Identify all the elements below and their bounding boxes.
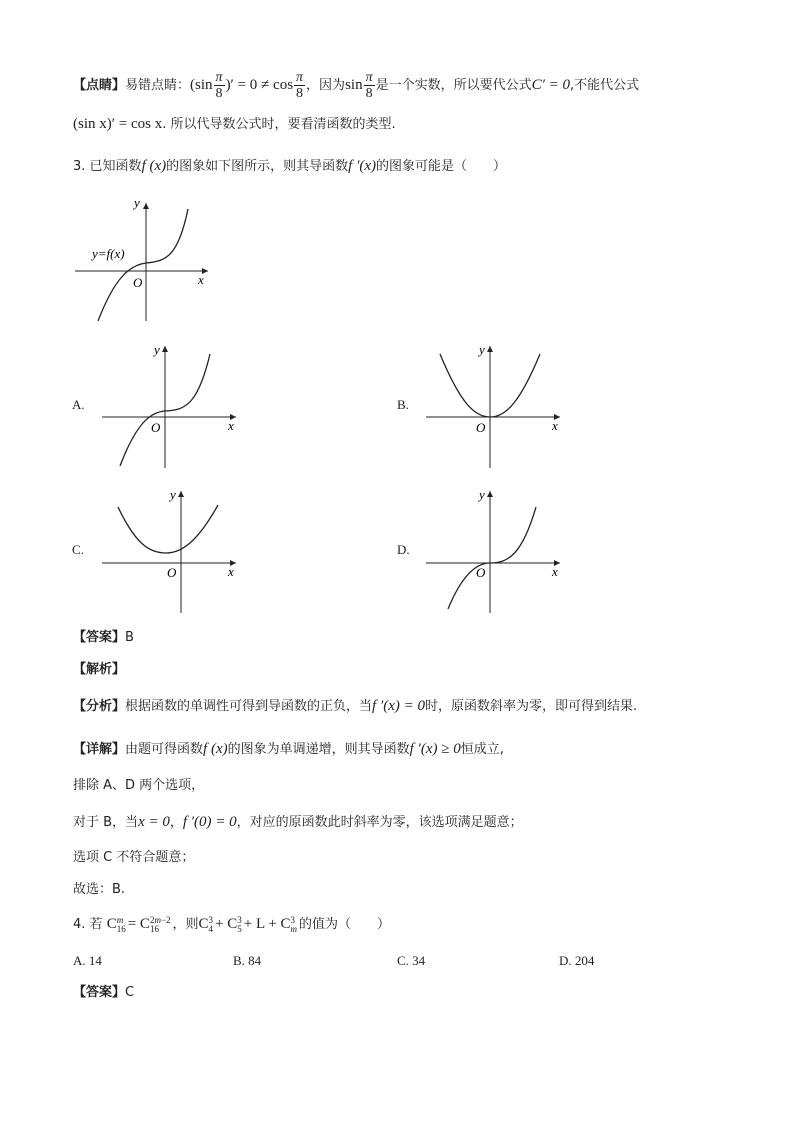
cubic-curve — [98, 209, 188, 321]
main-function-graph — [70, 195, 220, 325]
prime-eq-zero: )′ = 0 ≠ cos — [225, 77, 294, 93]
question-4: 4. 若 C m 16 = C 2m−2 16 ，则C 3 4 + C 3 5 + L + C 3 m 的值为（ ） — [73, 914, 391, 934]
svg-text:O: O — [167, 565, 177, 580]
choice-c[interactable]: C. 34 — [397, 953, 426, 968]
function-label: y=f(x) — [92, 246, 125, 261]
option-c-label[interactable]: C. — [72, 542, 84, 557]
option-a-label[interactable]: A. — [72, 397, 85, 412]
answer-4: 【答案】C — [73, 985, 135, 1000]
svg-text:O: O — [476, 565, 486, 580]
note-line-2 — [73, 114, 396, 135]
note-text-4: ,不能代公式 — [570, 78, 640, 93]
note-text-5: . 所以代导数公式时，要看清函数的类型. — [162, 117, 396, 132]
note-text-2: ，因为 — [306, 78, 346, 93]
svg-text:x: x — [228, 564, 234, 579]
note-tag: 【点睛】 — [73, 78, 126, 93]
analysis-option-b: 对于 B，当x = 0，f ′(0) = 0，对应的原函数此时斜率为零，该选项满足题意； — [73, 814, 523, 830]
question-3: 3. 已知函数f (x)的图象如下图所示，则其导函数f ′(x)的图象可能是（ ） — [73, 158, 507, 174]
svg-text:O: O — [151, 420, 161, 435]
svg-text:O: O — [476, 420, 486, 435]
sin-derivative-formula: (sin x)′ = cos x — [73, 116, 163, 132]
question-number: 3. — [73, 159, 86, 174]
svg-text:y: y — [154, 342, 160, 357]
analysis-fenxi: 【分析】根据函数的单调性可得到导函数的正负，当f ′(x) = 0时，原函数斜率为零，即可得到结果. — [73, 698, 638, 714]
svg-text:y: y — [479, 342, 485, 357]
sin-label: sin — [195, 77, 213, 93]
choice-a[interactable]: A. 14 — [73, 953, 102, 968]
svg-text:x: x — [228, 418, 234, 433]
choice-d[interactable]: D. 204 — [559, 953, 595, 968]
option-d-graph[interactable] — [422, 485, 572, 615]
answer-value: B — [125, 630, 134, 645]
combination-equation: C m 16 = C 2m−2 16 — [106, 914, 171, 934]
c-prime-formula: C′ = 0 — [531, 77, 571, 93]
svg-text:y: y — [479, 487, 485, 502]
analysis-exclude: 排除 A、D 两个选项， — [73, 778, 205, 793]
x-axis-label: x — [198, 272, 204, 287]
option-c-graph[interactable] — [98, 485, 248, 615]
answer-tag: 【答案】 — [73, 630, 126, 645]
svg-text:x: x — [552, 564, 558, 579]
combination-sum: C 3 4 + C 3 5 + L + C 3 m — [198, 914, 298, 934]
svg-text:x: x — [552, 418, 558, 433]
analysis-final: 故选：B. — [73, 882, 126, 897]
option-b-graph[interactable] — [422, 340, 572, 470]
answer-3 — [73, 628, 134, 648]
note-line-1: 【点睛】易错点睛：(sin $\frac{\pi}{8}$ )′ = 0 ≠ cos $\frac{\pi}{8}$ ，因为sin $\frac{\pi}{8}$ 是一个实数，所以要代公式C′ = 0,不能代公式 — [73, 70, 640, 101]
analysis-heading: 【解析】 — [73, 662, 126, 677]
fraction-pi-8-b: $\frac{\pi}{8}$ — [296, 70, 304, 101]
option-b-label[interactable]: B. — [397, 397, 409, 412]
analysis-option-c: 选项 C 不符合题意； — [73, 850, 195, 865]
note-text-1: 易错点睛： — [125, 78, 191, 93]
origin-label: O — [133, 275, 143, 290]
svg-text:y: y — [170, 487, 176, 502]
fraction-pi-8-c: $\frac{\pi}{8}$ — [365, 70, 373, 101]
fraction-pi-8: $\frac{\pi}{8}$ — [215, 70, 223, 101]
y-axis-label: y — [134, 195, 140, 210]
choice-b[interactable]: B. 84 — [233, 953, 262, 968]
option-d-label[interactable]: D. — [397, 542, 410, 557]
note-text-3: 是一个实数，所以要代公式 — [375, 78, 532, 93]
analysis-detail: 【详解】由题可得函数f (x)的图象为单调递增，则其导函数f ′(x) ≥ 0恒成立, — [73, 741, 504, 757]
option-a-graph[interactable] — [98, 340, 248, 470]
